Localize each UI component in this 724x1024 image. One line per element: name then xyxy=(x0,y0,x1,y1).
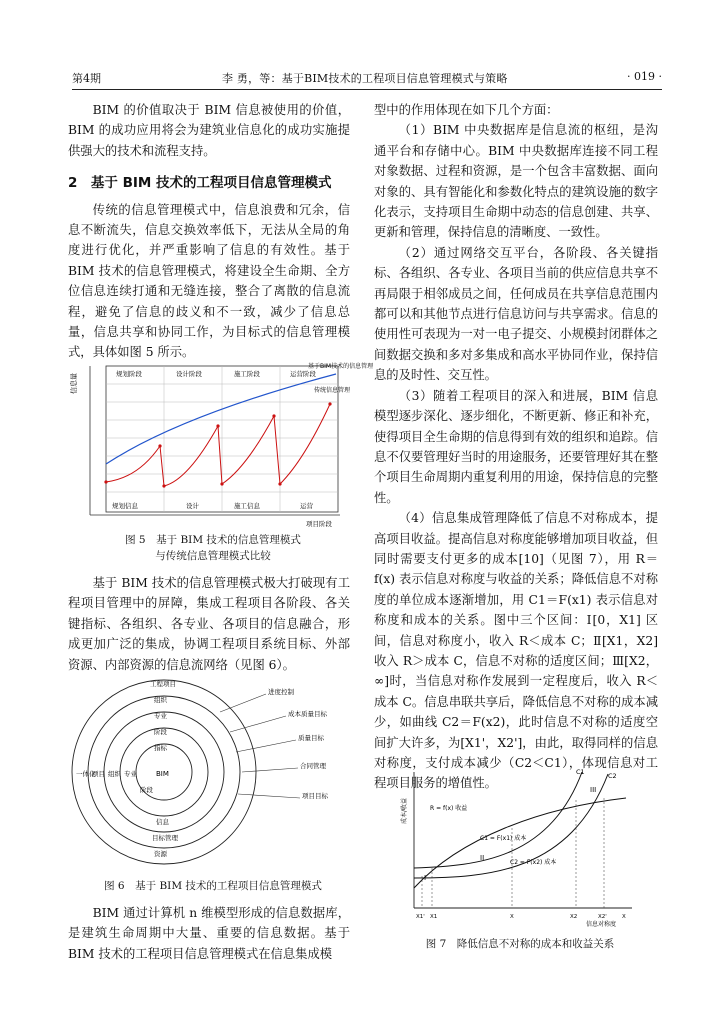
caption-line: 与传统信息管理模式比较 xyxy=(155,550,271,562)
legend-item: 合同管理 xyxy=(300,762,326,770)
phase-bottom: 运营 xyxy=(300,502,313,510)
y-axis-label: 信息量 xyxy=(70,373,78,394)
running-header xyxy=(72,70,662,88)
page-number: · 019 · xyxy=(627,70,662,83)
curve-C2-label: C2 = F(x2) 成本 xyxy=(510,859,557,866)
left-label: 阶段 xyxy=(140,786,153,794)
phase-top: 运营阶段 xyxy=(290,370,316,378)
left-label: 一体化 xyxy=(76,770,96,778)
bottom-label: 资源 xyxy=(154,850,167,858)
ring-label: 阶段 xyxy=(154,728,167,736)
phase-bottom: 规划信息 xyxy=(112,502,138,510)
figure-5-caption xyxy=(68,532,358,564)
paragraph: 基于 BIM 技术的信息管理模式极大打破现有工程项目管理中的屏障，集成工程项目各阶段、各关键指标、各组织、各专业、各项目的信息融合，形成更加广泛的集成，协调工程项目系统目标、外部资源、内部资源的信息流网络（见图 6）。 xyxy=(68,576,350,672)
figure-6-caption: 图 6 基于 BIM 技术的工程项目信息管理模式 xyxy=(104,880,322,892)
legend-item: 进度控制 xyxy=(268,688,294,696)
phase-top: 施工阶段 xyxy=(234,370,260,378)
tick-guides xyxy=(422,798,604,908)
curve-C1 xyxy=(414,772,582,868)
x-tick: X2 xyxy=(570,914,578,920)
figure-5 xyxy=(68,360,374,530)
grid-lines xyxy=(106,366,338,512)
issue-number: 第4期 xyxy=(72,72,101,85)
curve-C1-label: C1 = F(x1) 成本 xyxy=(480,835,527,842)
paragraph: BIM 通过计算机 n 维模型形成的信息数据库，是建筑生命周期中大量、重要的信息数据。基于BIM 技术的工程项目信息管理模式在信息集成模 xyxy=(68,906,350,961)
y-label: 成本/收益 xyxy=(401,797,408,824)
left-label: 组织 xyxy=(108,770,121,778)
region-label: III xyxy=(590,786,597,794)
caption-line: 图 5 基于 BIM 技术的信息管理模式 xyxy=(125,534,301,546)
left-label: 专业 xyxy=(124,770,137,778)
figure-7-caption: 图 7 降低信息不对称的成本和收益关系 xyxy=(425,938,615,950)
x-tick: X xyxy=(510,914,514,920)
x-tick: X1' xyxy=(416,914,425,920)
header-rule xyxy=(72,89,662,90)
x-label: 信息对称度 xyxy=(586,921,617,928)
figure-6 xyxy=(70,672,360,872)
phase-top: 设计阶段 xyxy=(176,370,202,378)
left-column-top xyxy=(68,100,350,363)
curve-R-label: R = f(x) 收益 xyxy=(430,805,468,812)
x-tick: X2' xyxy=(598,914,607,920)
ring-label: 专业 xyxy=(154,712,167,720)
paragraph: （2）通过网络交互平台，各阶段、各关键指标、各组织、各专业、各项目当前的供应信息共享不再局限于相邻成员之间，任何成员在共享信息范围内都可以和其他节点进行信息访问与共享需求。信息的使用性可表现为一对一电子提交、小规模封闭群体之间数据交换和多对多集成和高水平协同作业，保持信息的及时性、交互性。 xyxy=(374,245,658,383)
paragraph: 传统的信息管理模式中，信息浪费和冗余，信息不断流失，信息交换效率低下，无法从全局的角度进行优化，并严重影响了信息的有效性。基于BIM 技术的信息管理模式，将建设全生命期、全方位信息连续打通和无缝连接，整合了离散的信息流程，避免了信息的歧义和不一致，减少了信息总量，信息共享和协同工作，为目标式的信息管理模式，具体如图 5 所示。 xyxy=(68,202,350,360)
top-c2: C2 xyxy=(608,772,617,780)
left-column-middle xyxy=(68,573,350,675)
phase-top: 规划阶段 xyxy=(116,370,142,378)
note-traditional: 传统信息管理 xyxy=(314,387,351,394)
legend-item: 项目目标 xyxy=(302,792,328,800)
paragraph: （1）BIM 中央数据库是信息流的枢纽，是沟通平台和存储中心。BIM 中央数据库连接不同工程对象数据、过程和资源，是一个包含丰富数据、面向对象的、具有智能化和参数化特点的建筑设施的数字化表示，支持项目生命期中动态的信息创建、共享、更新和管理，保持信息的清晰度、一致性。 xyxy=(374,123,658,240)
phase-bottom: 施工信息 xyxy=(234,502,260,510)
bim-center-label: BIM xyxy=(156,770,169,778)
x-tick: X xyxy=(622,914,626,920)
top-c1: C1 xyxy=(576,768,585,776)
note-bim: 基于BIM技术的信息管理 xyxy=(308,363,374,370)
left-label: 项目 xyxy=(92,770,105,778)
x-tick: X1 xyxy=(430,914,438,920)
paragraph: （3）随着工程项目的深入和进展，BIM 信息模型逐步深化、逐步细化，不断更新、修正和补充，使得项目全生命期的信息得到有效的组织和追踪。信息不仅要管理好当时的用途服务，还要管理好其在整个项目生命周期内重复利用的用途，保持信息的完整性。 xyxy=(374,388,658,505)
bottom-label: 信息 xyxy=(156,818,169,826)
phase-bottom: 设计 xyxy=(186,502,199,510)
legend-item: 质量目标 xyxy=(298,734,324,742)
x-axis-label: 项目阶段 xyxy=(306,520,332,528)
legend-item: 成本质量目标 xyxy=(288,710,327,718)
ring-label: 工程项目 xyxy=(150,680,176,688)
ring-label: 指标 xyxy=(154,744,167,752)
running-title: 李 勇，等：基于BIM技术的工程项目信息管理模式与策略 xyxy=(222,72,508,85)
paragraph: BIM 的价值取决于 BIM 信息被使用的价值，BIM 的成功应用将会为建筑业信息化的成功实施提供强大的技术和流程支持。 xyxy=(68,103,350,158)
bottom-label: 目标管理 xyxy=(152,834,178,842)
ring-label: 组织 xyxy=(154,696,167,704)
left-column-bottom xyxy=(68,903,350,964)
section-heading: 2 基于 BIM 技术的工程项目信息管理模式 xyxy=(68,175,332,192)
bim-info-curve xyxy=(106,374,336,464)
paragraph: 型中的作用体现在如下几个方面： xyxy=(374,103,559,117)
region-label: II xyxy=(480,854,485,862)
paragraph: （4）信息集成管理降低了信息不对称成本，提高项目收益。提高信息对称度能够增加项目收益，但同时需要支付更多的成本[10]（见图 7），用 R＝f(x) 表示信息对称度与收益的关系；降低信息不对称度的单位成本逐渐增加，用 C1＝F(x1) 表示信息对称度和成本的关系。图中三个区间：Ⅰ[0，X1] 区间，信息对称度小，收入 R＜成本 C；Ⅱ[X1，X2] 收入 R＞成本 C，信息不对称的适度区间；Ⅲ[X2，∞]时，当信息对称作发展到一定程度后，收入 R＜成本 C。信息串联共享后，降低信息不对称的成本减少，如曲线 C2＝F(x2)，此时信息不对称的适度空间扩大许多，为[X1'，X2']，由此，取得同样的信息对称度，支付成本减少（C2＜C1），体现信息对工程项目服务的增值性。 xyxy=(374,511,658,791)
region-label: I xyxy=(424,874,427,882)
figure-7 xyxy=(400,768,640,928)
right-column xyxy=(374,100,658,794)
